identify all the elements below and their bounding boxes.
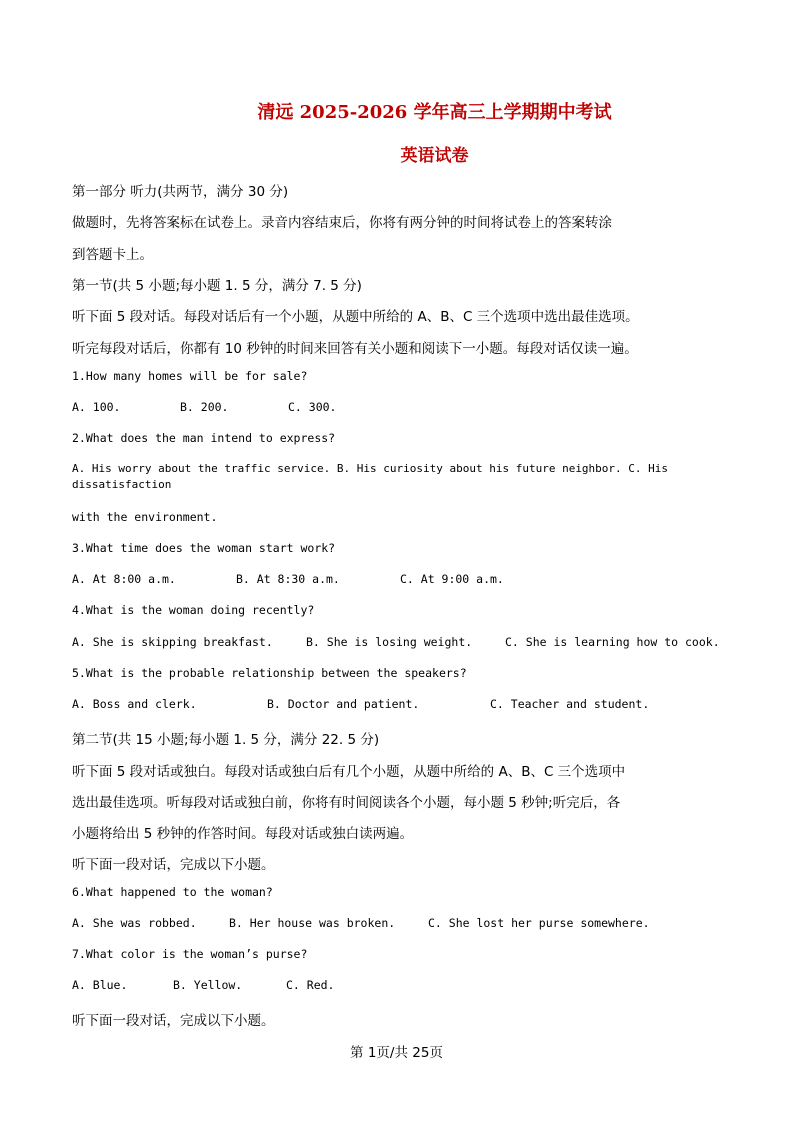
- question-1-options: [72, 400, 336, 414]
- question-6-option-c: C. She lost her purse somewhere.: [428, 916, 650, 930]
- question-1-option-a: A. 100.: [72, 400, 121, 414]
- question-5-option-c: C. Teacher and student.: [490, 697, 650, 711]
- question-7-options: [72, 978, 334, 992]
- section2-instruction-line3: 小题将给出 5 秒钟的作答时间。每段对话或独白读两遍。: [72, 826, 414, 842]
- question-4-options: [72, 635, 720, 649]
- question-3-option-a: A. At 8:00 a.m.: [72, 572, 176, 586]
- question-3-option-b: B. At 8:30 a.m.: [236, 572, 340, 586]
- question-1-stem: 1.How many homes will be for sale?: [72, 369, 308, 383]
- question-2-options-line1: A. His worry about the traffic service. B. His curiosity about his future neighbor. C. His: [72, 462, 669, 475]
- question-1-option-b: B. 200.: [180, 400, 229, 414]
- question-7-stem: 7.What color is the woman’s purse?: [72, 947, 308, 961]
- question-5-stem: 5.What is the probable relationship between the speakers?: [72, 666, 467, 680]
- part1-instruction-line2: 到答题卡上。: [72, 247, 153, 263]
- question-1-option-c: C. 300.: [288, 400, 337, 414]
- section1-instruction-line1: 听下面 5 段对话。每段对话后有一个小题，从题中所给的 A、B、C 三个选项中选出最佳选项。: [72, 309, 639, 325]
- section2-heading: 第二节(共 15 小题;每小题 1. 5 分，满分 22. 5 分): [72, 732, 380, 748]
- section1-instruction-line2: 听完每段对话后，你都有 10 秒钟的时间来回答有关小题和阅读下一小题。每段对话仅读一遍。: [72, 341, 638, 357]
- question-4-option-c: C. She is learning how to cook.: [505, 635, 720, 649]
- question-5-option-b: B. Doctor and patient.: [267, 697, 420, 711]
- page-footer: 第 1页/共 25页: [350, 1045, 443, 1061]
- question-2-options-line2: dissatisfaction: [72, 478, 172, 491]
- section1-heading: 第一节(共 5 小题;每小题 1. 5 分，满分 7. 5 分): [72, 278, 362, 294]
- question-3-options: [72, 572, 504, 586]
- listen-instruction-2: 听下面一段对话，完成以下小题。: [72, 1013, 275, 1029]
- question-7-option-c: C. Red.: [286, 978, 335, 992]
- question-3-option-c: C. At 9:00 a.m.: [400, 572, 504, 586]
- question-7-option-b: B. Yellow.: [173, 978, 243, 992]
- section2-instruction-line2: 选出最佳选项。听每段对话或独白前，你将有时间阅读各个小题，每小题 5 秒钟;听完后，各: [72, 795, 621, 811]
- question-4-option-a: A. She is skipping breakfast.: [72, 635, 273, 649]
- section2-instruction-line1: 听下面 5 段对话或独白。每段对话或独白后有几个小题，从题中所给的 A、B、C 三个选项中: [72, 764, 626, 780]
- question-4-option-b: B. She is losing weight.: [306, 635, 473, 649]
- question-6-option-a: A. She was robbed.: [72, 916, 197, 930]
- part1-instruction-line1: 做题时，先将答案标在试卷上。录音内容结束后，你将有两分钟的时间将试卷上的答案转涂: [72, 215, 612, 231]
- question-6-option-b: B. Her house was broken.: [229, 916, 396, 930]
- exam-title: 清远 2025-2026 学年高三上学期期中考试: [257, 102, 612, 123]
- question-3-stem: 3.What time does the woman start work?: [72, 541, 336, 555]
- question-5-options: [72, 697, 649, 711]
- part1-heading: 第一部分 听力(共两节，满分 30 分): [72, 184, 289, 200]
- exam-subtitle: 英语试卷: [400, 146, 469, 166]
- listen-instruction-1: 听下面一段对话，完成以下小题。: [72, 857, 275, 873]
- question-5-option-a: A. Boss and clerk.: [72, 697, 197, 711]
- question-4-stem: 4.What is the woman doing recently?: [72, 603, 315, 617]
- question-6-stem: 6.What happened to the woman?: [72, 885, 273, 899]
- question-2-options-line3: with the environment.: [72, 510, 218, 524]
- question-2-stem: 2.What does the man intend to express?: [72, 431, 336, 445]
- question-6-options: [72, 916, 650, 930]
- question-7-option-a: A. Blue.: [72, 978, 128, 992]
